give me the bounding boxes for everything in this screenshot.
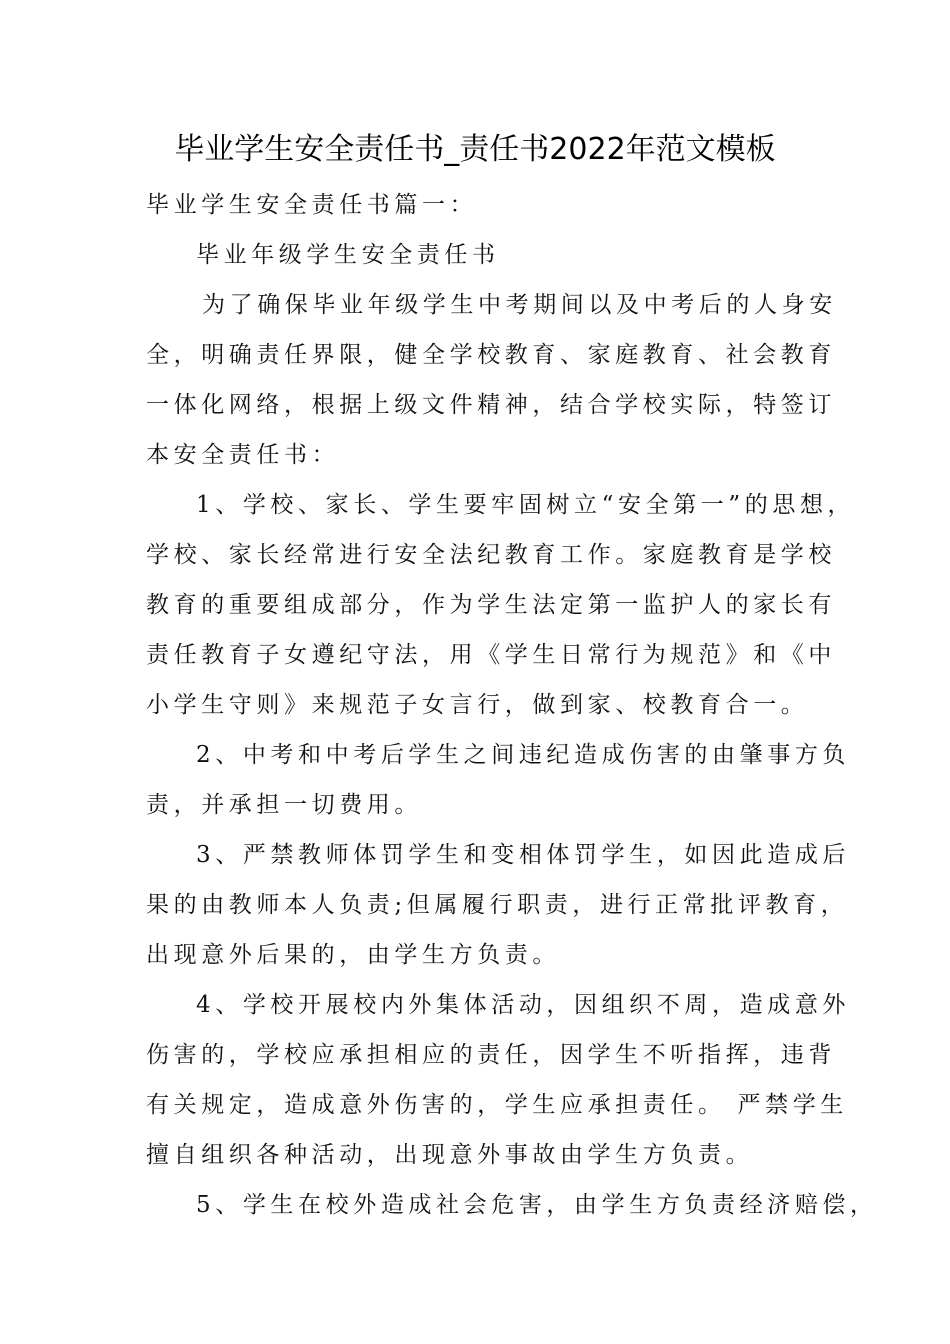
body-line: 1、学校、家长、学生要牢固树立“安全第一”的思想，: [196, 492, 856, 518]
body-line: 教育的重要组成部分，作为学生法定第一监护人的家长有: [146, 592, 836, 618]
body-line: 责任教育子女遵纪守法，用《学生日常行为规范》和《中: [146, 642, 836, 668]
body-line: 伤害的，学校应承担相应的责任，因学生不听指挥，违背: [146, 1042, 836, 1068]
body-line: 毕业学生安全责任书篇一：: [146, 192, 478, 218]
body-line: 本安全责任书：: [146, 442, 340, 468]
body-line: 毕业年级学生安全责任书: [196, 242, 500, 268]
body-line: 为了确保毕业年级学生中考期间以及中考后的人身安: [202, 292, 837, 318]
body-line: 3、严禁教师体罚学生和变相体罚学生，如因此造成后: [196, 842, 851, 868]
body-line: 小学生守则》来规范子女言行，做到家、校教育合一。: [146, 692, 809, 718]
document-body: [146, 180, 878, 1230]
body-line: 一体化网络，根据上级文件精神，结合学校实际，特签订: [146, 392, 836, 418]
body-line: 出现意外后果的，由学生方负责。: [146, 942, 560, 968]
body-line: 2、中考和中考后学生之间违纪造成伤害的由肇事方负: [196, 742, 851, 768]
body-line: 责，并承担一切费用。: [146, 792, 422, 818]
document-title: 毕业学生安全责任书_责任书2022年范文模板: [174, 132, 776, 167]
body-line: 学校、家长经常进行安全法纪教育工作。家庭教育是学校: [146, 542, 836, 568]
body-line: 5、学生在校外造成社会危害，由学生方负责经济赔偿，: [196, 1192, 878, 1218]
body-line: 全，明确责任界限，健全学校教育、家庭教育、社会教育: [146, 342, 836, 368]
body-line: 果的由教师本人负责;但属履行职责，进行正常批评教育，: [146, 892, 849, 918]
body-line: 4、学校开展校内外集体活动，因组织不周，造成意外: [196, 992, 851, 1018]
body-line: 有关规定，造成意外伤害的，学生应承担责任。 严禁学生: [146, 1092, 848, 1118]
body-line: 擅自组织各种活动，出现意外事故由学生方负责。: [146, 1142, 754, 1168]
